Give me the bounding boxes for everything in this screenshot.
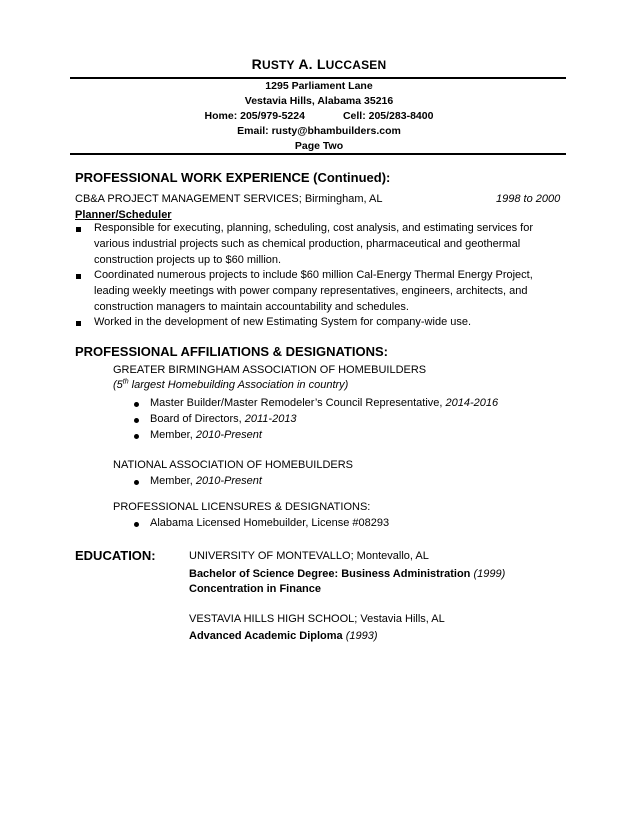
affiliation-group-3-name: PROFESSIONAL LICENSURES & DESIGNATIONS:: [113, 501, 371, 513]
item-text: Member,: [150, 475, 196, 487]
bullet-1-line-3: construction projects up to $60 million.: [94, 254, 282, 266]
resume-name: [0, 56, 638, 72]
note-sup: th: [122, 378, 129, 386]
affiliation-item: [150, 412, 297, 427]
bullet-2-line-3: construction managers to maintain accountability and schedules.: [94, 301, 409, 313]
square-bullet-icon: [76, 274, 81, 279]
name-last-rest: UCCASEN: [325, 58, 387, 72]
round-bullet-icon: [134, 418, 139, 423]
address-line1: 1295 Parliament Lane: [265, 80, 373, 92]
item-date: 2010-Present: [195, 429, 262, 441]
name-first-initial: R: [251, 56, 262, 72]
item-text: Member,: [150, 429, 196, 441]
education-heading: EDUCATION:: [75, 548, 156, 563]
item-date: 2011-2013: [244, 413, 297, 425]
email-line[interactable]: Email: rusty@bhambuilders.com: [237, 125, 401, 137]
school-1-concentration: Concentration in Finance: [189, 583, 322, 595]
page-label: Page Two: [294, 140, 344, 152]
affiliations-heading: PROFESSIONAL AFFILIATIONS & DESIGNATIONS:: [75, 344, 388, 359]
school-2-degree: [189, 629, 378, 644]
round-bullet-icon: [134, 402, 139, 407]
affiliation-item: [150, 474, 262, 489]
job-title: Planner/Scheduler: [75, 209, 172, 221]
round-bullet-icon: [134, 480, 139, 485]
address-line2: Vestavia Hills, Alabama 35216: [244, 95, 394, 107]
experience-heading: PROFESSIONAL WORK EXPERIENCE (Continued):: [75, 170, 391, 185]
employment-dates: 1998 to 2000: [496, 193, 561, 205]
square-bullet-icon: [76, 227, 81, 232]
degree-text: Bachelor of Science Degree: Business Administration: [189, 568, 474, 580]
bullet-2-line-1: Coordinated numerous projects to include $60 million Cal-Energy Thermal Energy Project,: [94, 269, 533, 281]
header-bottom-rule: [70, 153, 566, 155]
name-first-rest: USTY: [261, 58, 295, 72]
round-bullet-icon: [134, 522, 139, 527]
name-middle-initial: A.: [298, 56, 313, 72]
bullet-3-line-1: Worked in the development of new Estimating System for company-wide use.: [94, 316, 472, 328]
item-date: 2010-Present: [195, 475, 262, 487]
name-last-initial: L: [316, 56, 326, 72]
cell-phone: Cell: 205/283-8400: [342, 110, 434, 122]
home-phone: Home: 205/979-5224: [204, 110, 305, 122]
degree-year: (1993): [345, 630, 378, 642]
degree-year: (1999): [473, 568, 506, 580]
degree-text: Advanced Academic Diploma: [189, 630, 346, 642]
square-bullet-icon: [76, 321, 81, 326]
school-1-degree: [189, 567, 505, 582]
affiliation-group-2-name: NATIONAL ASSOCIATION OF HOMEBUILDERS: [113, 459, 354, 471]
affiliation-group-1-note: [113, 378, 348, 393]
affiliation-item: Alabama Licensed Homebuilder, License #08293: [150, 517, 390, 529]
bullet-2-line-2: leading weekly meetings with power company representatives, engineers, architects, and: [94, 285, 528, 297]
affiliation-group-1-name: GREATER BIRMINGHAM ASSOCIATION OF HOMEBUILDERS: [113, 364, 427, 376]
note-suffix: largest Homebuilding Association in country): [128, 379, 349, 391]
affiliation-item: [150, 428, 262, 443]
item-date: 2014-2016: [445, 397, 499, 409]
affiliation-item: [150, 396, 498, 411]
item-text: Board of Directors,: [150, 413, 245, 425]
school-1-name: UNIVERSITY OF MONTEVALLO; Montevallo, AL: [189, 550, 429, 562]
phone-line: [0, 109, 638, 124]
school-2-name: VESTAVIA HILLS HIGH SCHOOL; Vestavia Hills, AL: [189, 613, 445, 625]
bullet-1-line-1: Responsible for executing, planning, scheduling, cost analysis, and estimating services for: [94, 222, 534, 234]
item-text: Master Builder/Master Remodeler’s Council Representative,: [150, 397, 446, 409]
note-prefix: (5: [113, 379, 123, 391]
round-bullet-icon: [134, 434, 139, 439]
bullet-1-line-2: various industrial projects such as chemical production, pharmaceutical and geothermal: [94, 238, 521, 250]
employer-line: CB&A PROJECT MANAGEMENT SERVICES; Birmingham, AL: [75, 193, 383, 205]
